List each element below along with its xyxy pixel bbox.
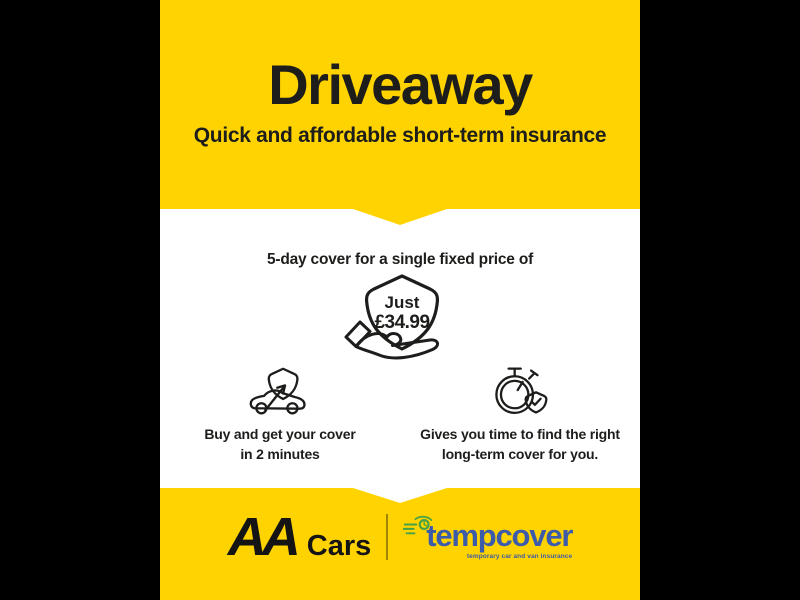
tempcover-logo — [403, 514, 572, 560]
feature-line: in 2 minutes — [240, 446, 320, 463]
feature-line: Gives you time to find the right — [420, 426, 620, 442]
aa-cars-logo — [227, 507, 372, 567]
hero-section — [160, 0, 640, 209]
tempcover-logo-row — [403, 514, 572, 551]
logo-divider — [386, 514, 388, 560]
yellow-panel — [160, 0, 640, 600]
aa-logo-text: AA — [227, 507, 296, 567]
footer-section — [160, 488, 640, 600]
page-title: Driveaway — [268, 53, 532, 116]
chevron-down-notch-top — [353, 209, 447, 225]
price-badge-word: Just — [384, 293, 420, 312]
stopwatch-shield-check-icon — [488, 359, 552, 417]
tempcover-logo-text: tempcover — [426, 518, 573, 553]
offer-section — [160, 209, 640, 488]
price-badge-amount: £34.99 — [374, 312, 430, 333]
feature-columns — [160, 359, 640, 465]
page-subtitle: Quick and affordable short-term insurance — [193, 123, 607, 147]
tempcover-tagline: temporary car and van insurance — [466, 553, 573, 560]
car-shield-arrow-icon — [249, 359, 311, 417]
feature-line: Buy and get your cover — [204, 426, 356, 442]
brand-logos-row — [160, 507, 640, 567]
feature-buy-cover-text — [204, 424, 355, 465]
feature-time-to-find-text — [420, 424, 620, 465]
offer-intro-text: 5-day cover for a single fixed price of — [266, 251, 534, 268]
feature-time-to-find — [400, 359, 640, 465]
feature-buy-cover — [160, 359, 400, 465]
feature-line: long-term cover for you. — [441, 446, 599, 463]
aa-cars-label: Cars — [306, 530, 372, 562]
chevron-down-notch-bottom — [353, 488, 447, 503]
